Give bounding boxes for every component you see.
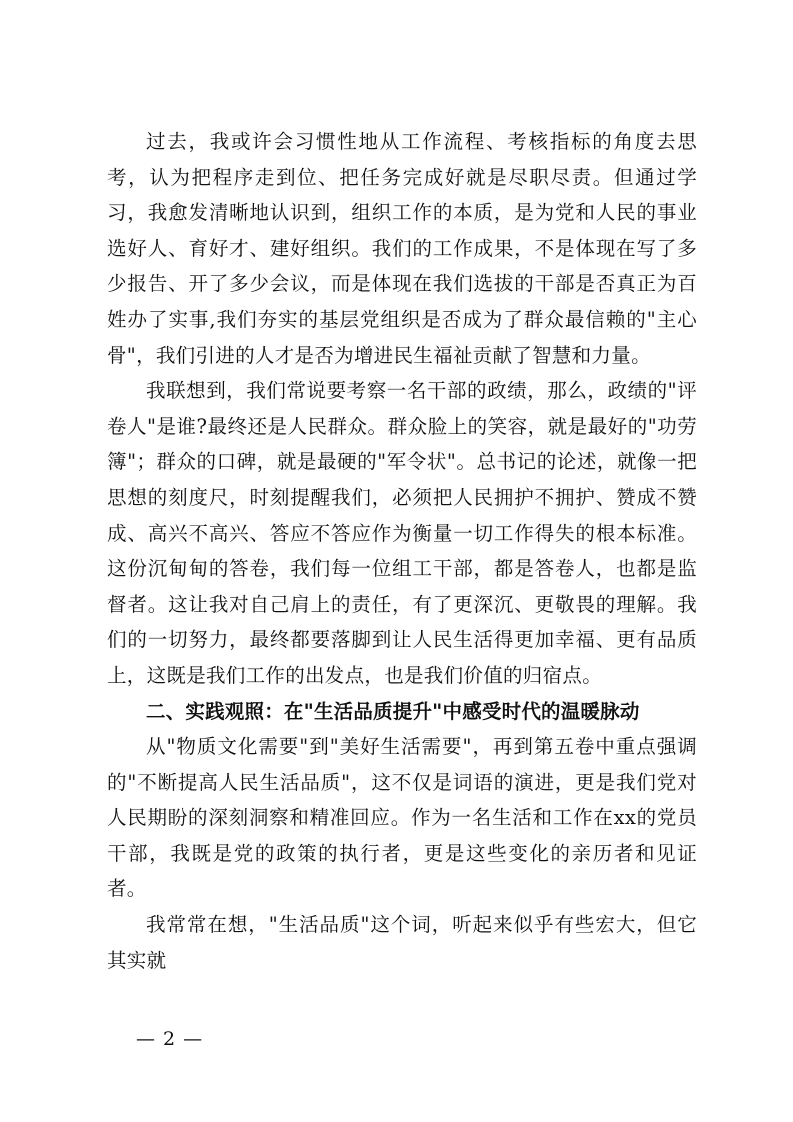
paragraph-reflection: 过去，我或许会习惯性地从工作流程、考核指标的角度去思考，认为把程序走到位、把任务完成好就是尽职尽责。但通过学习，我愈发清晰地认识到，组织工作的本质，是为党和人民的事业选好人、育好才、建好组织。我们的工作成果，不是体现在写了多少报告、开了多少会议，而是体现在我们选拔的干部是否真正为百姓办了实事,我们夯实的基层党组织是否成为了群众最信赖的"主心骨"，我们引进的人才是否为增进民生福祉贡献了智慧和力量。 — [107, 130, 697, 367]
document-body — [107, 124, 697, 978]
paragraph-life-quality: 我常常在想，"生活品质"这个词，听起来似乎有些宏大，但它其实就 — [107, 913, 697, 972]
section-heading: 二、实践观照：在"生活品质提升"中感受时代的温暖脉动 — [146, 699, 640, 723]
paragraph-evaluation: 我联想到，我们常说要考察一名干部的政绩，那么，政绩的"评卷人"是谁?最终还是人民群众。群众脸上的笑容，就是最好的"功劳簿"；群众的口碑，就是最硬的"军令状"。总书记的论述，就像一把思想的刻度尺，时刻提醒我们，必须把人民拥护不拥护、赞成不赞成、高兴不高兴、答应不答应作为衡量一切工作得失的根本标准。这份沉甸甸的答卷，我们每一位组工干部，都是答卷人，也都是监督者。这让我对自己肩上的责任，有了更深沉、更敬畏的理解。我们的一切努力，最终都要落脚到让人民生活得更加幸福、更有品质上，这既是我们工作的出发点，也是我们价值的归宿点。 — [107, 379, 697, 687]
paragraph-practice: 从"物质文化需要"到"美好生活需要"，再到第五卷中重点强调的"不断提高人民生活品质"，这不仅是词语的演进，更是我们党对人民期盼的深刻洞察和精准回应。作为一名生活和工作在xx的党员干部，我既是党的政策的执行者，更是这些变化的亲历者和见证者。 — [107, 735, 697, 901]
page-number: — 2 — — [136, 1028, 204, 1050]
